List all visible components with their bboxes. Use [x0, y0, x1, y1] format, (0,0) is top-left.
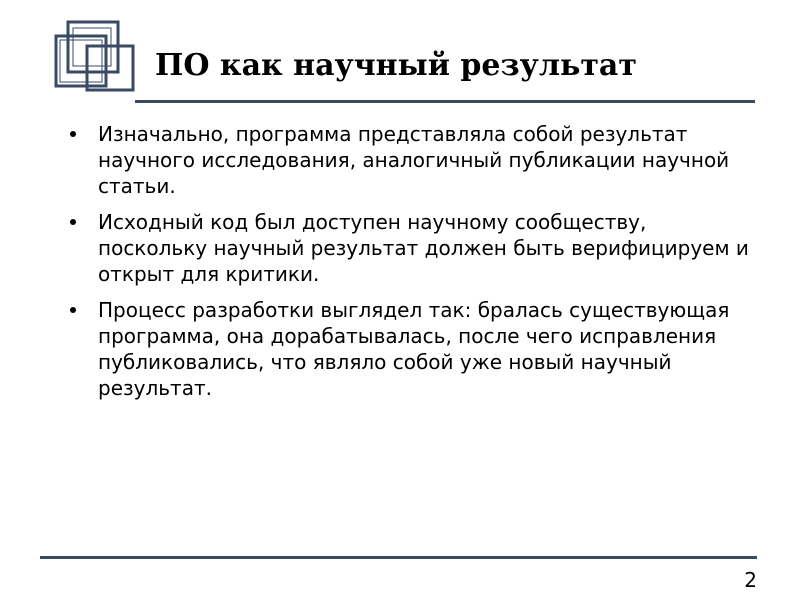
title-divider [135, 100, 755, 103]
bullet-list [70, 121, 760, 411]
bullet-item [70, 209, 760, 287]
bullet-text: Изначально, программа представляла собой результат научного исследования, аналогичный публикации научной статьи. [98, 122, 730, 198]
bullet-item [70, 297, 760, 401]
footer-divider [40, 556, 757, 559]
bullet-dot-icon [70, 307, 76, 313]
overlapping-squares-logo-icon [0, 0, 160, 110]
page-number: 2 [744, 568, 757, 592]
slide-title: ПО как научный результат [155, 48, 637, 83]
bullet-item [70, 121, 760, 199]
bullet-dot-icon [70, 219, 76, 225]
bullet-dot-icon [70, 131, 76, 137]
bullet-text: Исходный код был доступен научному сообществу, поскольку научный результат должен быть верифицируем и открыт для критики. [98, 210, 749, 286]
bullet-text: Процесс разработки выглядел так: бралась существующая программа, она дорабатывалась, после чего исправления публиковались, что являло собой уже новый научный результат. [98, 298, 730, 400]
